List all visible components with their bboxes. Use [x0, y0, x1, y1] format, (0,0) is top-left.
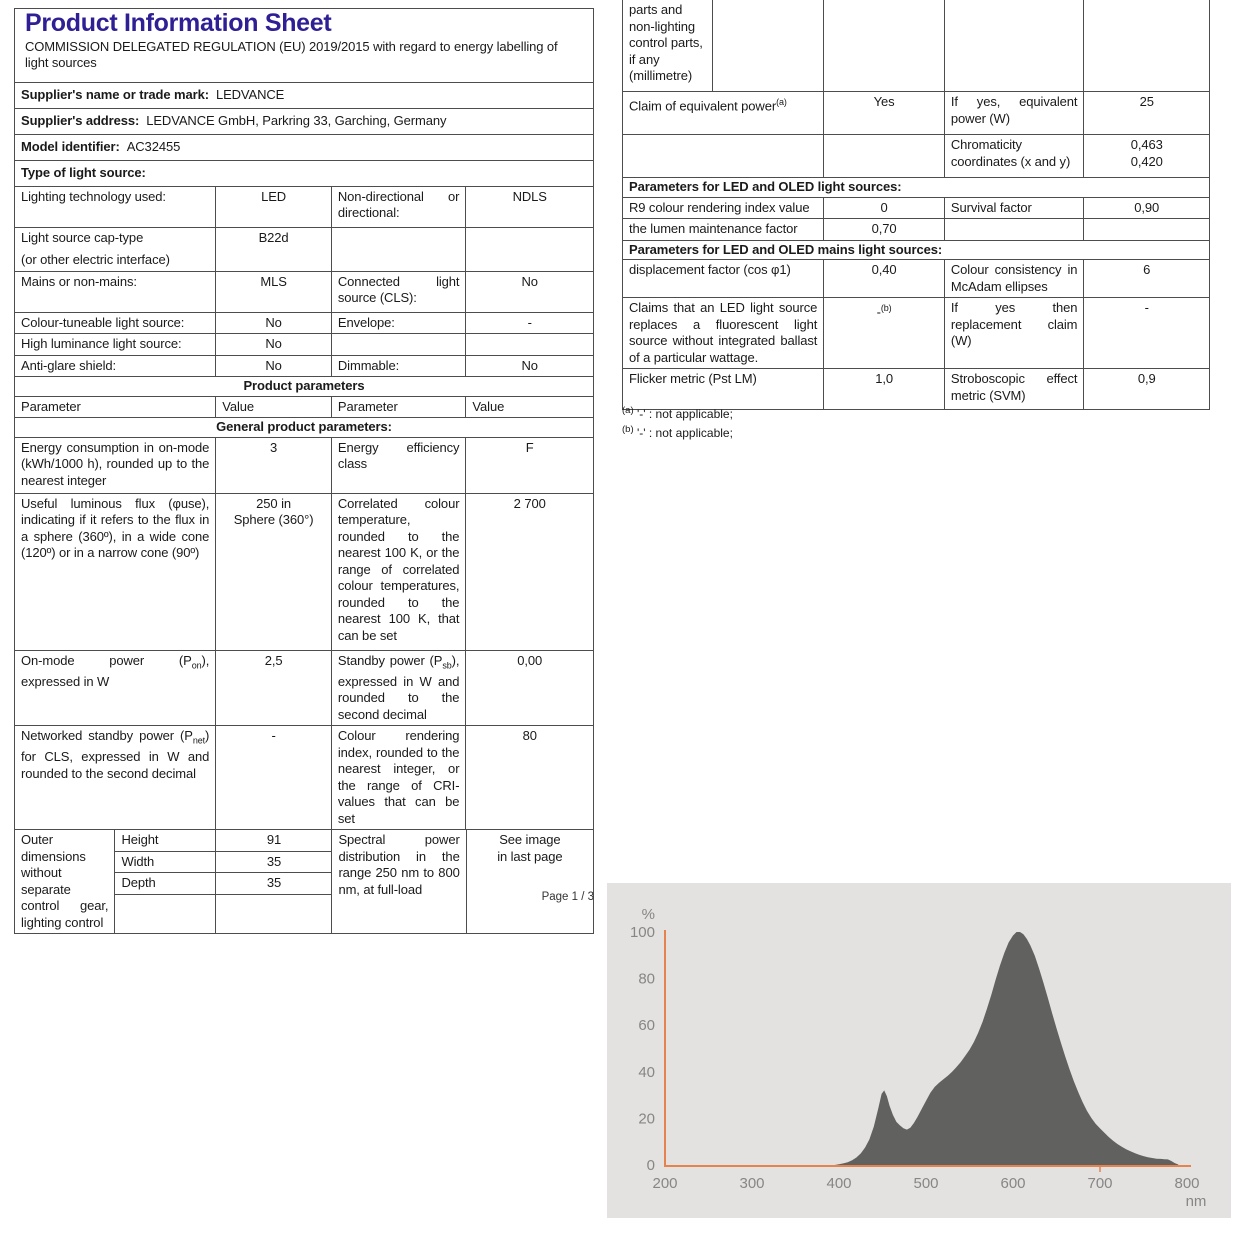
- dimension-label: Height: [115, 830, 216, 851]
- title-block: [15, 9, 593, 83]
- param-value: 2 700: [513, 495, 546, 511]
- param-value: [466, 228, 593, 271]
- table-row: [15, 356, 593, 378]
- x-tick-label: 500: [913, 1175, 939, 1192]
- column-header: Value: [472, 398, 505, 414]
- table-row: [15, 272, 593, 313]
- section-header-row: [623, 178, 1209, 198]
- x-tick-label: 300: [739, 1175, 765, 1192]
- param-label: Useful luminous flux (φuse), indicating if it refers to the flux in a sphere (360º), in a wide cone (120º) or in a narrow cone (90º): [15, 494, 216, 650]
- y-tick-label: 60: [638, 1017, 655, 1035]
- param-value: 0,40: [824, 260, 945, 297]
- model-identifier-label: Model identifier:: [21, 138, 120, 154]
- dimension-value: 35: [216, 852, 332, 873]
- param-label: Non-directional or directional:: [332, 187, 467, 227]
- page-title: Product Information Sheet: [25, 9, 332, 37]
- outer-dimensions-continuation-row: [623, 0, 1209, 92]
- param-value: -$^{(b)}$: [824, 298, 945, 368]
- dimension-label: Width: [115, 852, 216, 873]
- param-value: 80: [522, 728, 537, 744]
- param-label: High luminance light source:: [15, 334, 216, 355]
- section-header-row: [15, 418, 593, 438]
- table-row: [15, 228, 593, 272]
- x-tick-label: 800: [1174, 1175, 1200, 1192]
- table-row: [623, 260, 1209, 298]
- param-label: Chromaticity coordinates (x and y): [945, 135, 1085, 177]
- param-value: 1,0: [824, 369, 945, 409]
- footnote-b: $^{(b)}$ '-' : not applicable;: [622, 424, 733, 440]
- table-row: [15, 334, 593, 356]
- param-label: Energy efficiency class: [332, 438, 467, 493]
- param-label: Envelope:: [332, 313, 467, 334]
- param-value: 250 in Sphere (360°): [216, 494, 332, 650]
- section-header: Product parameters: [243, 378, 365, 393]
- param-value: MLS: [216, 272, 332, 312]
- param-value: 0,70: [824, 219, 945, 240]
- param-value: 3: [216, 438, 332, 493]
- param-value: NDLS: [512, 188, 547, 204]
- param-label: Flicker metric (Pst LM): [623, 369, 824, 409]
- param-value: Yes: [824, 92, 945, 134]
- param-label: Claims that an LED light source replaces a fluorescent light source without integrated ballast of a particular wattage.: [623, 298, 824, 368]
- footnote-a: $^{(a)}$ '-' : not applicable;: [622, 405, 733, 421]
- supplier-address-row: [15, 109, 593, 135]
- param-value: 0,9: [1137, 371, 1156, 386]
- section-header: Parameters for LED and OLED mains light sources:: [629, 241, 943, 257]
- column-header-row: [15, 397, 593, 419]
- param-label: Anti-glare shield:: [15, 356, 216, 377]
- param-label: displacement factor (cos φ1): [623, 260, 824, 297]
- y-tick-label: 0: [646, 1157, 655, 1174]
- param-label: Outer dimensions without separate control gear, lighting control: [15, 830, 115, 933]
- x-axis-unit-label: nm: [1185, 1193, 1207, 1210]
- dimension-label: Depth: [115, 873, 216, 894]
- table-row: [623, 219, 1209, 241]
- y-axis-unit-label: %: [641, 906, 655, 923]
- column-header: Parameter: [332, 397, 467, 418]
- table-row: [15, 187, 593, 228]
- model-identifier-row: [15, 135, 593, 161]
- table-row: [15, 726, 593, 830]
- param-value: No: [216, 313, 332, 334]
- regulation-subtitle: COMMISSION DELEGATED REGULATION (EU) 2019/2015 with regard to energy labelling of light sources: [25, 38, 558, 70]
- param-value: -: [1144, 300, 1149, 315]
- spectrum-area: [665, 932, 1178, 1165]
- section-header-row: [623, 241, 1209, 261]
- param-label: Light source cap-type (or other electric interface): [15, 228, 216, 271]
- param-value: See image in last page: [497, 832, 563, 864]
- section-header-row: [15, 377, 593, 397]
- column-header: Parameter: [15, 397, 216, 418]
- table-row: [623, 135, 1209, 178]
- param-value: LED: [216, 187, 332, 227]
- param-label: R9 colour rendering index value: [623, 198, 824, 219]
- param-value: F: [525, 439, 534, 455]
- param-label: Colour rendering index, rounded to the nearest integer, or the range of CRI-values that can be set: [332, 726, 467, 829]
- supplier-name-label: Supplier's name or trade mark:: [21, 86, 209, 102]
- dimension-value: 91: [216, 830, 332, 851]
- param-label: Lighting technology used:: [15, 187, 216, 227]
- page-2-table: [622, 0, 1210, 410]
- param-value: No: [216, 334, 332, 355]
- table-row: [15, 494, 593, 651]
- param-label: Networked standby power $(P_{net})$ for CLS, expressed in W and rounded to the second decimal: [15, 726, 216, 829]
- x-tick-label: 700: [1087, 1175, 1113, 1192]
- param-label: [332, 228, 467, 271]
- param-value: 0,00: [517, 652, 543, 668]
- param-value: No: [521, 273, 538, 289]
- param-value: 25: [1139, 94, 1154, 109]
- param-label: On-mode power $(P_{on})$, expressed in W: [15, 651, 216, 726]
- param-value: 0,90: [1134, 199, 1160, 215]
- section-header: Parameters for LED and OLED light sources:: [629, 179, 902, 194]
- x-tick-label: 400: [826, 1175, 852, 1192]
- y-tick-label: 20: [638, 1110, 655, 1128]
- param-value: 2,5: [216, 651, 332, 726]
- table-row: [623, 92, 1209, 135]
- model-identifier-value: AC32455: [126, 138, 181, 154]
- dimensions-subtable: [115, 830, 332, 933]
- param-label: Mains or non-mains:: [15, 272, 216, 312]
- dimension-value: 35: [216, 873, 332, 894]
- param-label: Colour-tuneable light source:: [15, 313, 216, 334]
- param-value: No: [521, 357, 538, 373]
- param-label: Stroboscopic effect metric (SVM): [945, 369, 1085, 409]
- param-label: Claim of equivalent power$^{(a)}$: [623, 92, 824, 134]
- y-tick-label: 80: [638, 970, 655, 988]
- type-of-light-source-row: [15, 161, 593, 187]
- param-value: -: [527, 314, 532, 330]
- param-label: Correlated colour temperature, rounded to the nearest 100 K, or the range of correlated colour temperatures, rounded to the nearest 100 K, that can be set: [332, 494, 467, 650]
- param-value: -: [216, 726, 332, 829]
- param-value: No: [216, 356, 332, 377]
- table-row: [15, 651, 593, 727]
- param-value: B22d: [216, 228, 332, 271]
- spectral-power-distribution-chart: [607, 883, 1231, 1218]
- param-value: 6: [1143, 262, 1151, 277]
- y-tick-label: 100: [629, 924, 655, 941]
- table-row: [623, 298, 1209, 369]
- page-1-table: [14, 8, 594, 934]
- outer-dimensions-row: [15, 830, 593, 933]
- param-label-continuation: parts and non-lighting control parts, if any (millimetre): [623, 0, 713, 91]
- footnotes: [622, 402, 1182, 443]
- param-value: 0: [824, 198, 945, 219]
- spectral-chart-svg: [607, 883, 1231, 1218]
- y-tick-label: 40: [638, 1063, 655, 1081]
- param-label: Standby power $(P_{sb})$, expressed in W and rounded to the second decimal: [332, 651, 467, 726]
- x-tick-label: 600: [1000, 1175, 1026, 1192]
- param-label: [332, 334, 467, 355]
- param-label: Colour consistency in McAdam ellipses: [945, 260, 1085, 297]
- dimension-row: [115, 852, 332, 874]
- param-label: Dimmable:: [332, 356, 467, 377]
- section-header: General product parameters:: [216, 419, 392, 434]
- param-label: Survival factor: [945, 198, 1085, 219]
- dimension-row: [115, 830, 332, 852]
- param-label: Spectral power distribution in the range 250 nm to 800 nm, at full-load: [332, 830, 466, 933]
- table-row: [15, 438, 593, 494]
- param-label: the lumen maintenance factor: [623, 219, 824, 240]
- supplier-address-value: LEDVANCE GmbH, Parkring 33, Garching, Germany: [146, 112, 447, 128]
- param-label: Connected light source (CLS):: [332, 272, 467, 312]
- param-label: If yes then replacement claim (W): [945, 298, 1085, 368]
- table-row: [623, 198, 1209, 220]
- type-of-light-source-label: Type of light source:: [21, 164, 146, 180]
- supplier-name-value: LEDVANCE: [215, 86, 285, 102]
- page-number: Page 1 / 3: [541, 891, 594, 903]
- column-header: Value: [216, 397, 332, 418]
- x-tick-label: 200: [652, 1175, 678, 1192]
- supplier-name-row: [15, 83, 593, 109]
- param-value: 0,463 0,420: [1130, 137, 1163, 169]
- supplier-address-label: Supplier's address:: [21, 112, 140, 128]
- table-row: [15, 313, 593, 335]
- param-label: Energy consumption in on-mode (kWh/1000 h), rounded up to the nearest integer: [15, 438, 216, 493]
- param-label: If yes, equivalent power (W): [945, 92, 1085, 134]
- param-value: [466, 334, 593, 355]
